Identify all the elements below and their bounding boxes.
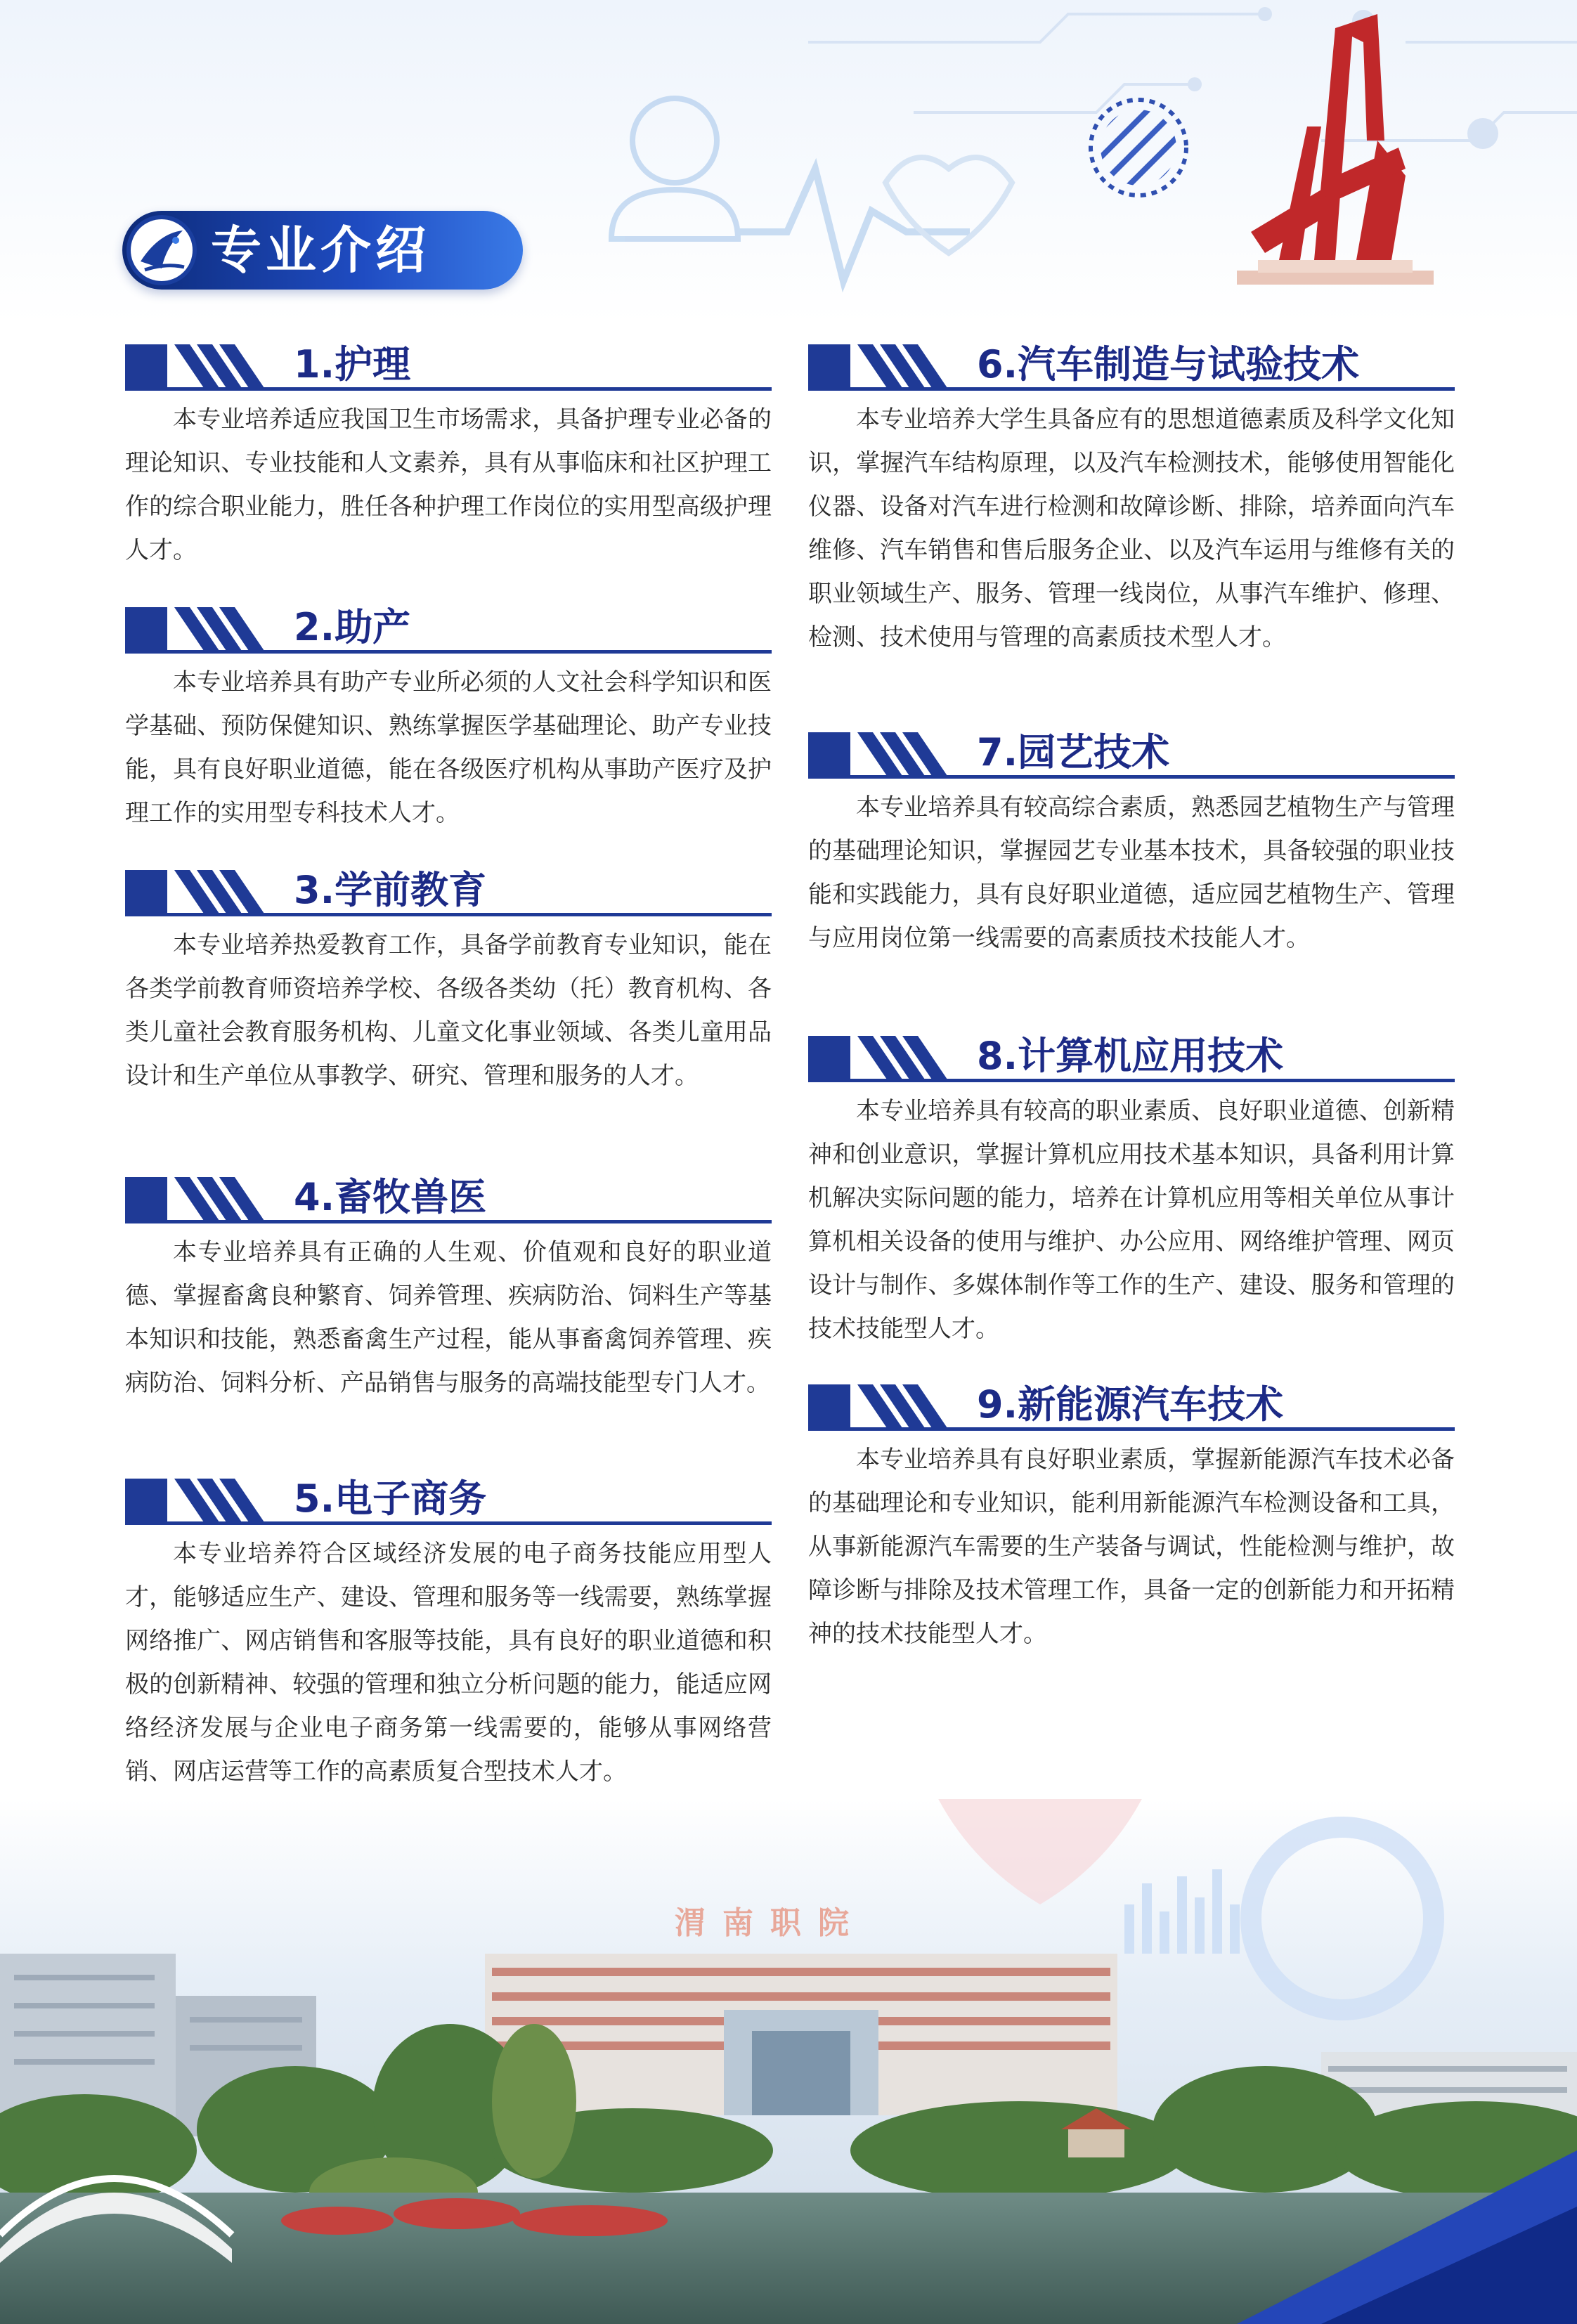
heading-stripes-icon [125,1177,273,1221]
heading-stripes-icon [125,607,273,651]
section-heading [808,732,1455,779]
heading-stripes-icon [808,732,956,776]
section-title: 1.护理 [294,342,411,387]
section-body: 本专业培养热爱教育工作，具备学前教育专业知识，能在各类学前教育师资培养学校、各级各类幼（托）教育机构、各类儿童社会教育服务机构、儿童文化事业领域、各类儿童用品设计和生产单位从事教学、研究、管理和服务的人才。 [125,931,772,1090]
section-title: 8.计算机应用技术 [977,1034,1284,1078]
section-body: 本专业培养具有助产专业所必须的人文社会科学知识和医学基础、预防保健知识、熟练掌握医学基础理论、助产专业技能，具有良好职业道德，能在各级医疗机构从事助产医疗及护理工作的实用型专科技术人才。 [125,668,772,827]
section-body: 本专业培养大学生具备应有的思想道德素质及科学文化知识，掌握汽车结构原理，以及汽车检测技术，能够使用智能化仪器、设备对汽车进行检测和故障诊断、排除，培养面向汽车维修、汽车销售和售后服务企业、以及汽车运用与维修有关的职业领域生产、服务、管理一线岗位，从事汽车维护、修理、检测、技术使用与管理的高素质技术型人才。 [808,405,1455,651]
section-title: 6.汽车制造与试验技术 [977,342,1360,387]
section-heading [125,1177,772,1223]
campus-photo [0,1799,1577,2324]
section-e-commerce [125,1476,772,1793]
section-title: 9.新能源汽车技术 [977,1382,1284,1427]
section-heading [125,344,772,391]
section-title: 3.学前教育 [294,868,487,912]
section-body: 本专业培养具有较高综合素质，熟悉园艺植物生产与管理的基础理论知识，掌握园艺专业基本技术，具备较强的职业技能和实践能力，具有良好职业道德，适应园艺植物生产、管理与应用岗位第一线需要的高素质技术技能人才。 [808,793,1455,952]
heading-stripes-icon [808,1036,956,1079]
section-body: 本专业培养适应我国卫生市场需求，具备护理专业必备的理论知识、专业技能和人文素养，具有从事临床和社区护理工作的综合职业能力，胜任各种护理工作岗位的实用型高级护理人才。 [125,405,772,564]
section-computer-application [808,1036,1455,1351]
section-title: 2.助产 [294,605,411,649]
heading-stripes-icon [808,344,956,388]
section-heading [808,1036,1455,1082]
section-title: 7.园艺技术 [977,730,1170,774]
section-animal-husbandry [125,1177,772,1405]
heading-underline [125,387,772,391]
campus-sign: 渭南职院 [675,1905,866,1941]
section-preschool-education [125,870,772,1098]
section-body: 本专业培养具有正确的人生观、价值观和良好的职业道德、掌握畜禽良种繁育、饲养管理、疾病防治、饲料生产等基本知识和技能，熟悉畜禽生产过程，能从事畜禽饲养管理、疾病防治、饲料分析、产品销售与服务的高端技能型专门人才。 [125,1238,772,1397]
section-heading [125,607,772,654]
section-heading [808,1384,1455,1431]
heading-stripes-icon [125,1479,273,1522]
heading-stripes-icon [125,344,273,388]
college-logo-icon [126,215,197,285]
section-midwifery [125,607,772,835]
section-horticulture [808,732,1455,960]
heading-underline [125,650,772,654]
section-title: 4.畜牧兽医 [294,1175,487,1219]
section-heading [125,870,772,916]
section-automotive-manufacturing [808,344,1455,659]
page-title: 专业介绍 [211,221,431,280]
section-body: 本专业培养具有良好职业素质，掌握新能源汽车技术必备的基础理论和专业知识，能利用新能源汽车检测设备和工具，从事新能源汽车需要的生产装备与调试，性能检测与维护，故障诊断与排除及技术管理工作，具备一定的创新能力和开拓精神的技术技能型人才。 [808,1446,1455,1648]
heading-stripes-icon [808,1384,956,1428]
section-title: 5.电子商务 [294,1476,487,1521]
heading-stripes-icon [125,870,273,914]
section-body: 本专业培养具有较高的职业素质、良好职业道德、创新精神和创业意识，掌握计算机应用技术基本知识，具备利用计算机解决实际问题的能力，培养在计算机应用等相关单位从事计算机相关设备的使用与维护、办公应用、网络维护管理、网页设计与制作、多媒体制作等工作的生产、建设、服务和管理的技术技能型人才。 [808,1097,1455,1343]
section-new-energy-vehicles [808,1384,1455,1656]
section-nursing [125,344,772,572]
section-heading [125,1476,772,1525]
section-body: 本专业培养符合区域经济发展的电子商务技能应用型人才，能够适应生产、建设、管理和服务等一线需要，熟练掌握网络推广、网店销售和客服等技能，具有良好的职业道德和积极的创新精神、较强的管理和独立分析问题的能力，能适应网络经济发展与企业电子商务第一线需要的，能够从事网络营销、网店运营等工作的高素质复合型技术人才。 [125,1540,772,1786]
section-heading [808,344,1455,391]
